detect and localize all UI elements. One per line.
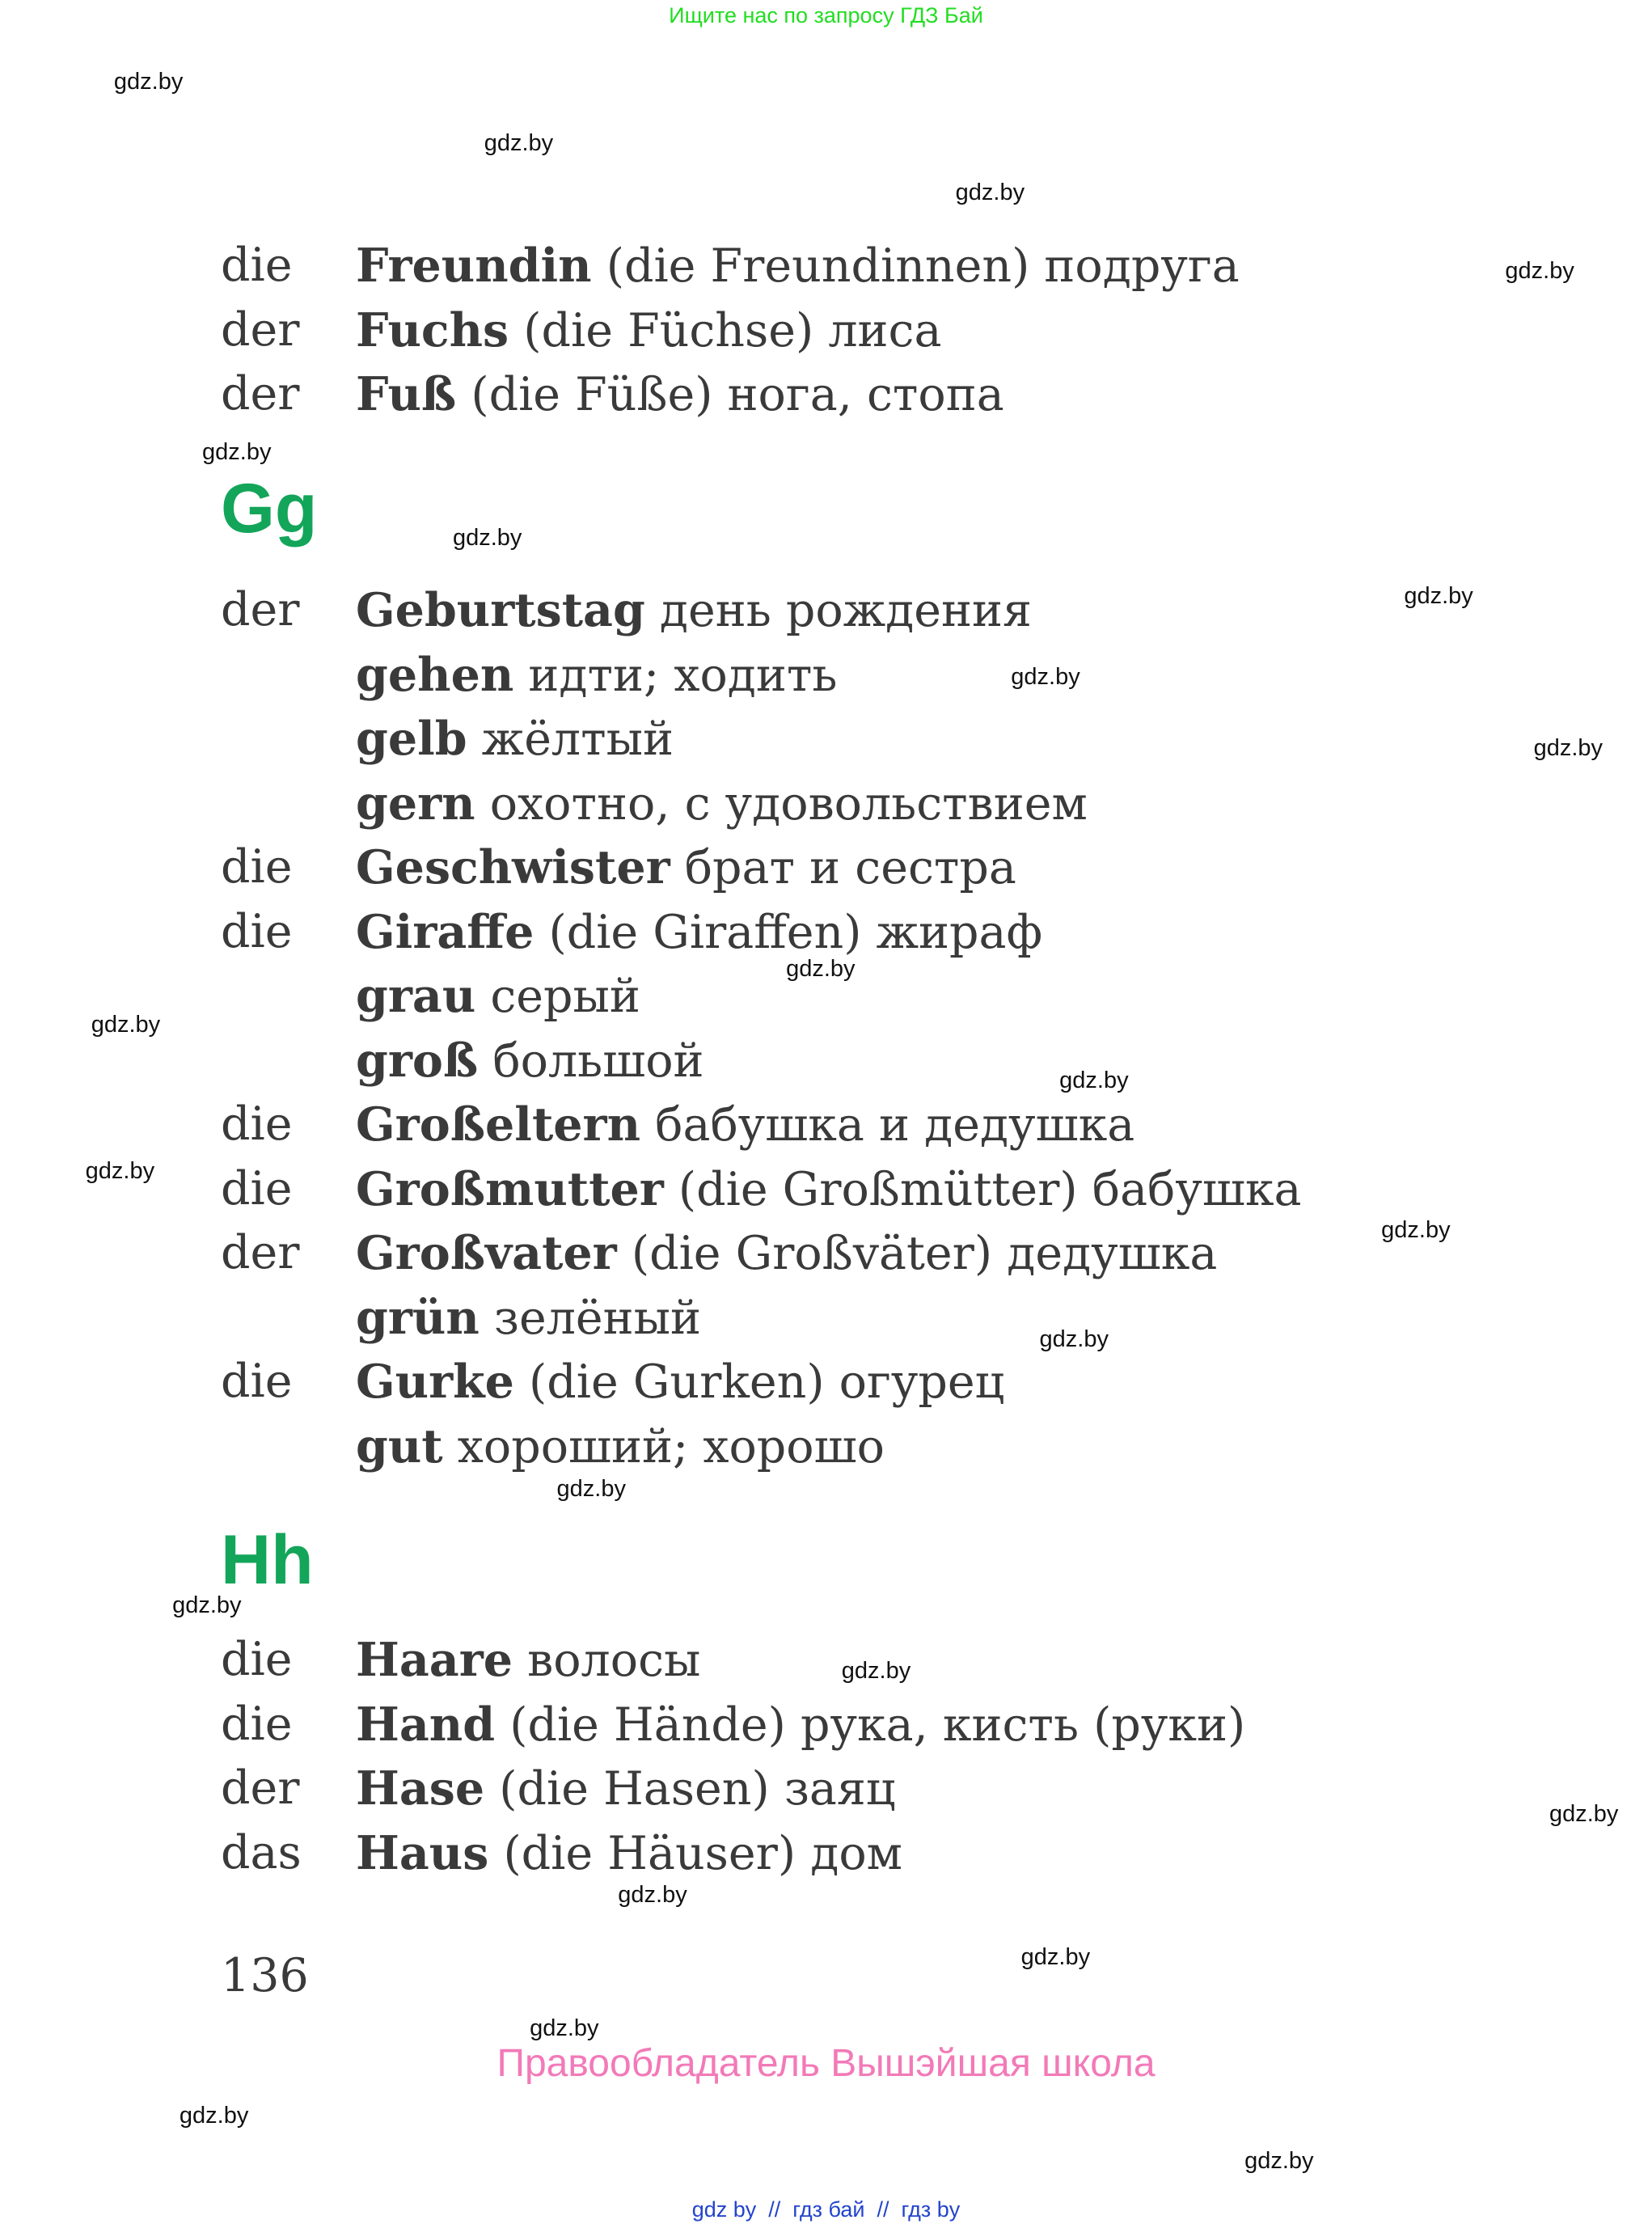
entry-text — [356, 1757, 896, 1822]
headword: Gurke — [356, 1355, 514, 1409]
translation: (die Großmütter) бабушка — [663, 1162, 1302, 1216]
translation: (die Großväter) дедушка — [616, 1227, 1218, 1280]
watermark: gdz.by — [1244, 2148, 1314, 2175]
translation: бабушка и дедушка — [640, 1098, 1135, 1152]
translation: жёлтый — [467, 712, 674, 766]
translation: (die Hasen) заяц — [484, 1762, 896, 1816]
headword: gehen — [356, 647, 514, 702]
watermark: gdz.by — [179, 2102, 249, 2129]
headword: Hand — [356, 1697, 496, 1752]
translation: брат и сестра — [670, 841, 1016, 894]
translation: (die Häuser) дом — [488, 1826, 902, 1880]
translation: день рождения — [644, 584, 1032, 637]
headword: Fuchs — [356, 302, 509, 357]
headword: grün — [356, 1290, 480, 1345]
entry-text — [356, 1628, 700, 1693]
entry-text — [356, 1221, 1217, 1287]
search-hint: Ищите нас по запросу ГДЗ Бай — [669, 3, 983, 27]
watermark: gdz.by — [786, 956, 856, 983]
article: der — [221, 1761, 300, 1815]
translation: (die Gurken) огурец — [513, 1355, 1005, 1409]
watermark: gdz.by — [1011, 664, 1080, 691]
watermark: gdz.by — [1404, 582, 1473, 609]
letter-heading-g: Gg — [221, 470, 318, 548]
watermark: gdz.by — [91, 1011, 161, 1038]
watermark: gdz.by — [1059, 1067, 1129, 1093]
headword: Haare — [356, 1633, 513, 1687]
page-number: 136 — [221, 1949, 309, 2002]
translation: большой — [478, 1034, 704, 1088]
watermark: gdz.by — [1548, 1800, 1619, 1827]
entry-text — [356, 1093, 1134, 1158]
translation: (die Freundinnen) подруга — [591, 239, 1240, 293]
headword: Hase — [356, 1761, 485, 1816]
watermark: gdz.by — [1020, 1944, 1091, 1971]
headword: Giraffe — [356, 904, 534, 959]
watermark: gdz.by — [172, 1592, 242, 1619]
watermark: gdz.by — [85, 1158, 155, 1185]
watermark: gdz.by — [202, 438, 272, 465]
footer-links[interactable]: gdz by // гдз бай // гдз by — [691, 2197, 961, 2222]
entry-text — [356, 835, 1016, 901]
headword: Fuß — [356, 367, 457, 421]
entry-text — [356, 362, 1004, 428]
entry-text — [356, 1693, 1245, 1758]
article: der — [221, 583, 300, 636]
watermark: gdz.by — [1039, 1326, 1109, 1353]
entry-text — [356, 772, 1088, 837]
watermark: gdz.by — [618, 1881, 687, 1908]
entry-text — [356, 1029, 704, 1094]
letter-heading-h: Hh — [221, 1521, 314, 1599]
article: die — [221, 1355, 293, 1408]
translation: (die Füchse) лиса — [509, 303, 942, 357]
headword: Haus — [356, 1825, 489, 1880]
entry-text — [356, 298, 941, 364]
watermark: gdz.by — [113, 69, 184, 95]
watermark: gdz.by — [530, 2015, 599, 2042]
watermark: gdz.by — [841, 1658, 911, 1685]
article: das — [221, 1825, 302, 1879]
headword: Großvater — [356, 1226, 617, 1280]
watermark: gdz.by — [556, 1476, 626, 1502]
entry-text — [356, 1157, 1302, 1223]
watermark: gdz.by — [1381, 1216, 1451, 1243]
headword: grau — [356, 969, 476, 1023]
translation: волосы — [513, 1634, 701, 1687]
watermark: gdz.by — [955, 180, 1025, 206]
translation: охотно, с удовольствием — [475, 776, 1088, 831]
entry-text — [356, 964, 640, 1030]
headword: Großeltern — [356, 1097, 641, 1152]
headword: Großmutter — [356, 1161, 664, 1216]
article: die — [221, 904, 293, 958]
article: der — [221, 1226, 300, 1279]
headword: gelb — [356, 712, 467, 766]
translation: идти; ходить — [513, 648, 838, 702]
entry-text — [356, 643, 837, 708]
article: die — [221, 1097, 293, 1151]
entry-text — [356, 1414, 885, 1480]
headword: groß — [356, 1033, 479, 1088]
watermark: gdz.by — [484, 129, 554, 156]
headword: gern — [356, 776, 475, 831]
headword: Freundin — [356, 239, 592, 293]
translation: хороший; хорошо — [442, 1419, 885, 1474]
headword: gut — [356, 1419, 443, 1474]
entry-text — [356, 1286, 701, 1351]
watermark: gdz.by — [452, 524, 522, 551]
entry-text — [356, 707, 674, 772]
watermark: gdz.by — [1533, 735, 1603, 762]
headword: Geschwister — [356, 840, 670, 894]
entry-text — [356, 234, 1240, 299]
entry-text — [356, 578, 1032, 644]
translation: (die Hände) рука, кисть (руки) — [495, 1698, 1246, 1752]
article: die — [221, 1697, 293, 1751]
entry-text — [356, 900, 1042, 966]
watermark: gdz.by — [1505, 258, 1574, 285]
headword: Geburtstag — [356, 583, 645, 637]
translation: зелёный — [479, 1291, 702, 1345]
article: der — [221, 367, 300, 421]
entry-text — [356, 1821, 902, 1887]
translation: (die Giraffen) жираф — [534, 905, 1043, 959]
article: die — [221, 1161, 293, 1216]
article: die — [221, 239, 293, 292]
translation: серый — [475, 970, 640, 1023]
article: die — [221, 1633, 293, 1686]
article: die — [221, 840, 293, 894]
translation: (die Füße) нога, стопа — [456, 368, 1004, 421]
entry-text — [356, 1350, 1004, 1415]
rights-holder: Правообладатель Вышэйшая школа — [496, 2042, 1156, 2085]
article: der — [221, 302, 300, 357]
